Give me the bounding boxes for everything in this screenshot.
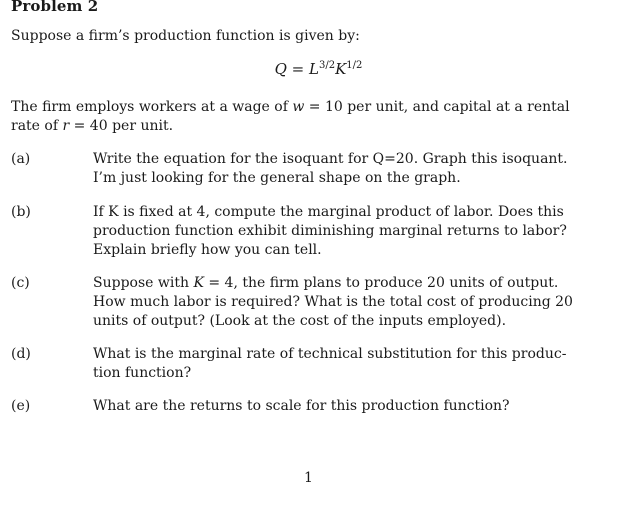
item-line: tion function?	[93, 365, 192, 381]
item-line: production function exhibit diminishing marginal returns to labor?	[93, 223, 567, 239]
wage-var-r: r	[62, 118, 70, 134]
wage-rental-paragraph	[11, 98, 601, 136]
item-line-suffix: = 4, the firm plans to produce 20 units of output.	[203, 275, 559, 291]
wage-line-1	[11, 98, 601, 117]
wage-text-3: rate of	[11, 118, 63, 134]
item-label: (d)	[11, 346, 31, 362]
intro-text: Suppose a firm’s production function is given by:	[11, 28, 360, 44]
item-text	[93, 150, 593, 188]
item-label: (e)	[11, 398, 31, 414]
item-text	[93, 203, 593, 260]
item-label: (c)	[11, 275, 30, 291]
item-line: What is the marginal rate of technical substitution for this produc-	[93, 346, 567, 362]
equation-l: L	[309, 60, 319, 78]
wage-text-1: The firm employs workers at a wage of	[11, 99, 293, 115]
item-line: What are the returns to scale for this production function?	[93, 398, 510, 414]
item-text	[93, 345, 593, 383]
item-label: (b)	[11, 204, 31, 220]
wage-var-w: w	[292, 99, 305, 115]
page-number: 1	[304, 470, 313, 486]
item-line	[93, 274, 593, 293]
item-line: units of output? (Look at the cost of the inputs employed).	[93, 313, 507, 329]
equation-q: Q	[274, 60, 287, 78]
item-line: If K is fixed at 4, compute the marginal product of labor. Does this	[93, 204, 564, 220]
production-function-equation	[0, 60, 617, 78]
wage-line-2	[11, 117, 601, 136]
equation-l-exponent: 3/2	[318, 60, 336, 71]
item-text	[93, 397, 593, 416]
wage-text-2: = 10 per unit, and capital at a rental	[304, 99, 570, 115]
item-line: I’m just looking for the general shape on the graph.	[93, 170, 461, 186]
item-line: Explain briefly how you can tell.	[93, 242, 322, 258]
item-var-k: K	[193, 275, 204, 291]
problem-title: Problem 2	[11, 0, 99, 15]
item-line: Write the equation for the isoquant for Q=20. Graph this isoquant.	[93, 151, 568, 167]
item-text	[93, 274, 593, 331]
item-label: (a)	[11, 151, 31, 167]
wage-text-4: = 40 per unit.	[69, 118, 174, 134]
item-line-prefix: Suppose with	[93, 275, 194, 291]
equation-k-exponent: 1/2	[346, 60, 363, 71]
equation-k: K	[335, 60, 347, 78]
item-line: How much labor is required? What is the total cost of producing 20	[93, 294, 573, 310]
equation-equals: =	[286, 60, 310, 78]
